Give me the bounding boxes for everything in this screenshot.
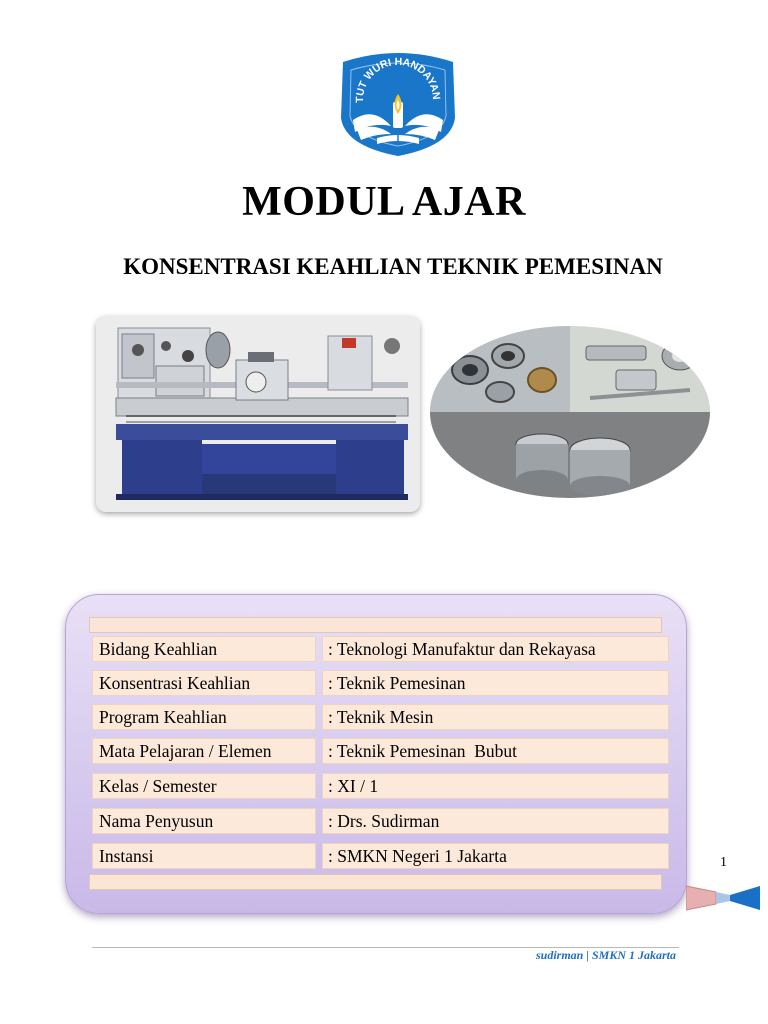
table-row — [92, 636, 669, 662]
tut-wuri-handayani-logo — [333, 48, 463, 158]
row-value: : SMKN Negeri 1 Jakarta — [322, 843, 669, 869]
row-value: : Teknik Mesin — [322, 704, 669, 730]
row-value: : XI / 1 — [322, 773, 669, 799]
table-row — [92, 738, 669, 764]
table-row — [92, 808, 669, 834]
row-value: : Teknik Pemesinan — [322, 670, 669, 696]
machined-parts-photo — [430, 326, 710, 498]
logo-motto: TUT WURI HANDAYAN — [353, 55, 443, 103]
table-bottom-band — [89, 874, 662, 890]
row-label: Program Keahlian — [92, 704, 316, 730]
row-value: : Teknik Pemesinan Bubut — [322, 738, 669, 764]
row-label: Instansi — [92, 843, 316, 869]
table-row — [92, 704, 669, 730]
table-row — [92, 843, 669, 869]
row-label: Mata Pelajaran / Elemen — [92, 738, 316, 764]
page-subtitle: KONSENTRASI KEAHLIAN TEKNIK PEMESINAN — [123, 254, 663, 279]
page-title: MODUL AJAR — [242, 179, 526, 225]
row-label: Nama Penyusun — [92, 808, 316, 834]
row-value: : Drs. Sudirman — [322, 808, 669, 834]
page-number: 1 — [720, 855, 727, 870]
table-top-band — [89, 617, 662, 633]
table-row — [92, 773, 669, 799]
row-value: : Teknologi Manufaktur dan Rekayasa — [322, 636, 669, 662]
table-row — [92, 670, 669, 696]
row-label: Konsentrasi Keahlian — [92, 670, 316, 696]
decorative-bowtie-icon — [686, 884, 760, 912]
footer-text: sudirman | SMKN 1 Jakarta — [535, 948, 676, 962]
row-label: Bidang Keahlian — [92, 636, 316, 662]
lathe-machine-photo — [96, 316, 420, 512]
row-label: Kelas / Semester — [92, 773, 316, 799]
